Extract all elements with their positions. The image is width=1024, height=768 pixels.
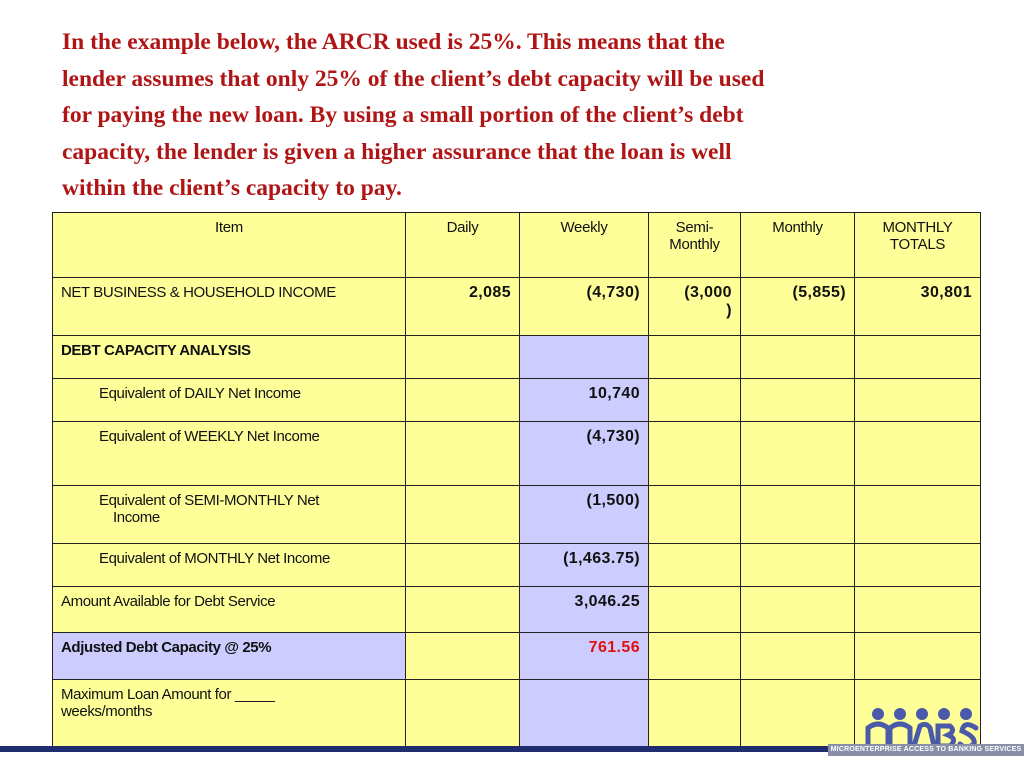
header-row — [53, 213, 981, 278]
row-label-weekly-equivalent: Equivalent of WEEKLY Net Income — [53, 422, 406, 486]
table-row — [53, 379, 981, 422]
table-row — [53, 544, 981, 587]
table-row — [53, 422, 981, 486]
maximum-loan-amount-value — [520, 680, 649, 748]
net-income-semi-monthly: (3,000 ) — [649, 278, 741, 336]
header-monthly: Monthly — [741, 213, 855, 278]
header-monthly-totals: MONTHLY TOTALS — [855, 213, 981, 278]
header-semi-monthly: Semi- Monthly — [649, 213, 741, 278]
mabs-tagline: MICROENTERPRISE ACCESS TO BANKING SERVICES — [828, 744, 1024, 756]
weekly-equivalent-value: (4,730) — [520, 422, 649, 486]
bottom-accent-bar — [0, 746, 830, 752]
table-row — [53, 336, 981, 379]
row-label-adjusted-debt-capacity: Adjusted Debt Capacity @ 25% — [53, 633, 406, 680]
table-row — [53, 680, 981, 748]
net-income-monthly: (5,855) — [741, 278, 855, 336]
row-label-debt-capacity-analysis: DEBT CAPACITY ANALYSIS — [53, 336, 406, 379]
net-income-weekly: (4,730) — [520, 278, 649, 336]
row-label-monthly-equivalent: Equivalent of MONTHLY Net Income — [53, 544, 406, 587]
header-daily: Daily — [406, 213, 520, 278]
header-item: Item — [53, 213, 406, 278]
semi-monthly-label-line1: Equivalent of SEMI-MONTHLY Net — [99, 492, 320, 509]
table-row — [53, 587, 981, 633]
amount-available-value: 3,046.25 — [520, 587, 649, 633]
header-weekly: Weekly — [520, 213, 649, 278]
semi-monthly-label-line2: Income — [113, 509, 160, 526]
debt-capacity-table — [52, 212, 981, 748]
semi-monthly-equivalent-value: (1,500) — [520, 486, 649, 544]
monthly-equivalent-value: (1,463.75) — [520, 544, 649, 587]
row-label-amount-available: Amount Available for Debt Service — [53, 587, 406, 633]
daily-equivalent-value: 10,740 — [520, 379, 649, 422]
table-row — [53, 633, 981, 680]
net-income-daily: 2,085 — [406, 278, 520, 336]
row-label-maximum-loan-amount: Maximum Loan Amount for _____ weeks/months — [53, 680, 406, 748]
intro-paragraph: In the example below, the ARCR used is 25%. This means that the lender assumes that only 25% of the client’s debt capacity will be used for paying the new loan. By using a small portion of the client’s debt capacity, the lender is given a higher assurance that the loan is well within the client’s capacity to pay. — [62, 29, 765, 201]
net-income-totals: 30,801 — [855, 278, 981, 336]
table-row — [53, 486, 981, 544]
row-label-net-income: NET BUSINESS & HOUSEHOLD INCOME — [53, 278, 406, 336]
row-label-daily-equivalent: Equivalent of DAILY Net Income — [53, 379, 406, 422]
adjusted-debt-capacity-value: 761.56 — [520, 633, 649, 680]
table-row — [53, 278, 981, 336]
row-label-semi-monthly-equivalent — [53, 486, 406, 544]
